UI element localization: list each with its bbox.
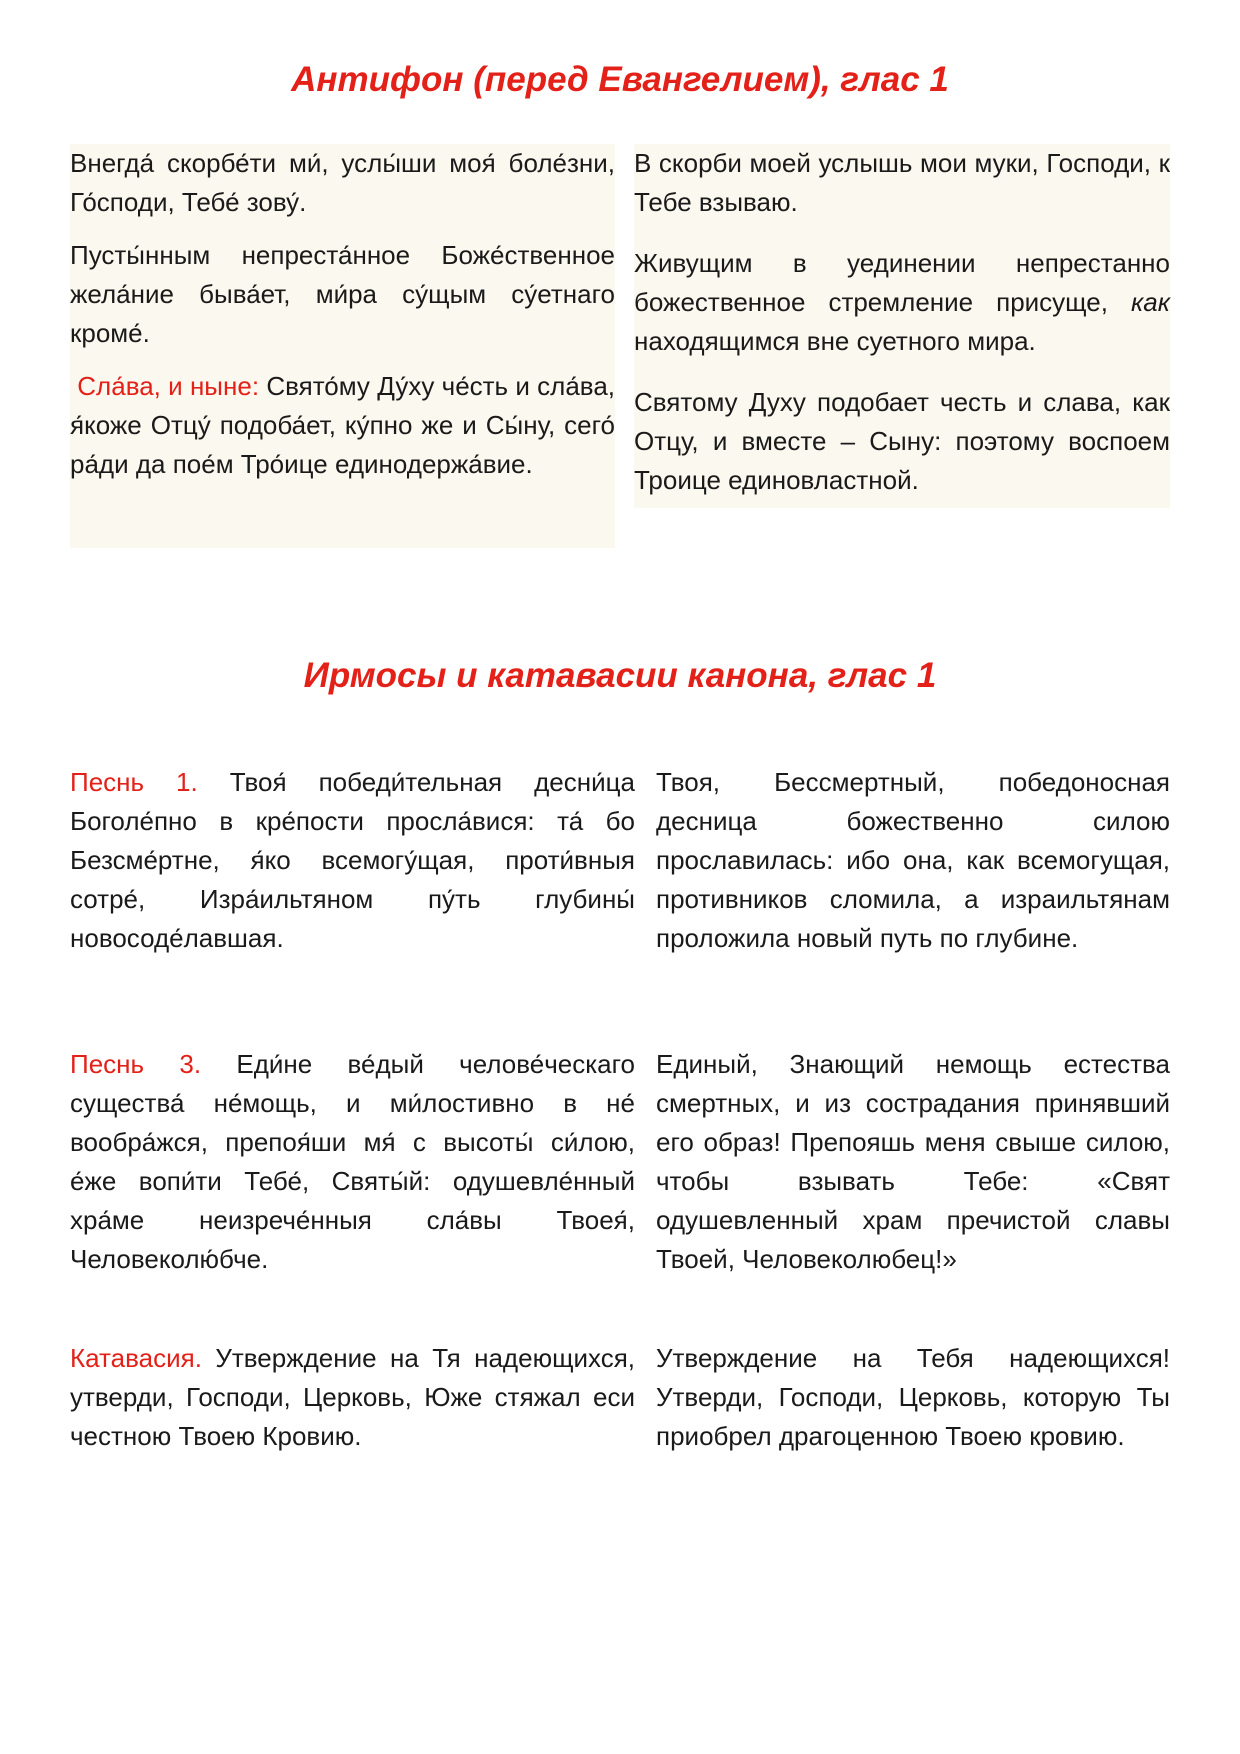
antiphon-russian-verse-2 xyxy=(634,244,1170,361)
ode1-slavonic-text: Твоя́ победи́тельная десни́ца Боголе́пно в кре́пости просла́вися: та́ бо Безсме́ртне, я́ко всемогу́щая, проти́вныя сотре́, Изра́ильтяном пу́ть глубины́ новосоде́лавшая. xyxy=(70,767,635,953)
ode3-label: Песнь 3. xyxy=(70,1049,202,1079)
antiphon-russian-column xyxy=(634,144,1170,508)
antiphon-russian-verse-3: Святому Духу подобает честь и слава, как Отцу, и вместе – Сыну: поэтому воспоем Троице единовластной. xyxy=(634,387,1170,495)
katavasia-slavonic-text: Утверждение на Тя надеющихся, утверди, Господи, Церковь, Юже стяжал еси честною Твоею Кровию. xyxy=(70,1343,635,1451)
ode3-slavonic-text-block xyxy=(70,1045,635,1279)
katavasia-slavonic-text-block xyxy=(70,1339,635,1456)
antiphon-slavonic-verse-2: Пусты́нным непреста́нное Боже́ственное жела́ние быва́ет, ми́ра су́щым су́етнаго кроме́. xyxy=(70,240,615,348)
ode3-russian-text: Единый, Знающий немощь естества смертных, и из сострадания принявший его образ! Препояшь меня свыше силою, чтобы взывать Тебе: «Свят одушевленный храм пречистой славы Твоей, Человеколюбец!» xyxy=(656,1049,1170,1274)
katavasia-slavonic xyxy=(70,1339,635,1456)
ode1-russian xyxy=(656,763,1170,958)
antiphon-slavonic-verse-3 xyxy=(70,367,615,484)
canon-title: Ирмосы и катавасии канона, глас 1 xyxy=(303,656,937,695)
antiphon-russian-verse-1: В скорби моей услышь мои муки, Господи, к Тебе взываю. xyxy=(634,148,1170,217)
ode3-slavonic-text: Еди́не ве́дый челове́ческаго существа́ не́мощь, и ми́лостивно в не́ вообра́жся, препоя́ши мя́ с высоты́ си́лою, е́же вопи́ти Тебе́, Святы́й: одушевле́нный хра́ме неизрече́нныя сла́вы Твоея́, Человеколю́бче. xyxy=(70,1049,635,1274)
glory-label: Сла́ва, и ныне: xyxy=(77,371,260,401)
katavasia-russian xyxy=(656,1339,1170,1456)
ode1-russian-text: Твоя, Бессмертный, победоносная десница божественно силою прославилась: ибо она, как всемогущая, противников сломила, а израильтянам проложила новый путь по глубине. xyxy=(656,767,1170,953)
katavasia-label: Катавасия. xyxy=(70,1343,202,1373)
katavasia-russian-text: Утверждение на Тебя надеющихся! Утверди, Господи, Церковь, которую Ты приобрел драгоценною Твоею кровию. xyxy=(656,1343,1170,1451)
ode3-slavonic xyxy=(70,1045,635,1279)
antiphon-slavonic-column xyxy=(70,144,615,548)
glory-text: Свято́му Ду́ху че́сть и сла́ва, я́коже Отцу́ подоба́ет, ку́пно же и Сы́ну, сего́ ра́ди да пое́м Тро́ице единодержа́вие. xyxy=(70,371,615,479)
ode1-slavonic-text-block xyxy=(70,763,635,958)
antiphon-slavonic-verse-1: Внегда́ скорбе́ти ми́, услы́ши моя́ боле́зни, Го́споди, Тебе́ зову́. xyxy=(70,148,615,217)
ode1-slavonic xyxy=(70,763,635,958)
ode3-russian xyxy=(656,1045,1170,1279)
antiphon-title: Антифон (перед Евангелием), глас 1 xyxy=(291,60,949,99)
antiphon-russian-verse-2-end: находящимся вне суетного мира. xyxy=(634,326,1036,356)
ode1-label: Песнь 1. xyxy=(70,767,198,797)
italic-word: как xyxy=(1130,287,1170,317)
antiphon-russian-verse-2-text: Живущим в уединении непрестанно божественное стремление присуще, xyxy=(634,248,1170,317)
